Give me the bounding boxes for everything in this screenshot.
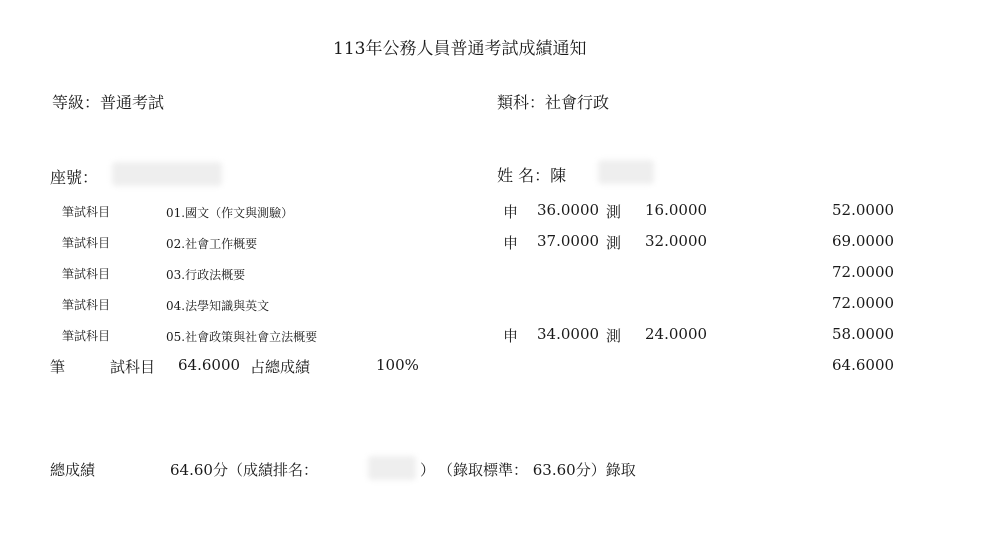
rank-close: ） [420, 461, 436, 479]
seat-number-label: 座號： [50, 168, 99, 187]
subject-type: 筆試科目 [62, 205, 111, 219]
name-redacted [598, 160, 654, 184]
subject-name: 04.法學知識與英文 [166, 299, 270, 313]
essay-score: 34.0000 [537, 325, 600, 343]
essay-mark: 申 [503, 327, 519, 345]
subject-type: 筆試科目 [62, 298, 111, 312]
essay-mark: 申 [503, 234, 519, 252]
subject-name: 03.行政法概要 [166, 268, 246, 282]
test-score: 16.0000 [645, 201, 708, 219]
test-mark: 測 [606, 203, 622, 221]
test-mark: 測 [606, 327, 622, 345]
subject-name: 05.社會政策與社會立法概要 [166, 330, 318, 344]
written-total-share-pct: 100% [376, 356, 419, 374]
essay-mark: 申 [503, 203, 519, 221]
rank-redacted [368, 456, 416, 480]
essay-score: 36.0000 [537, 201, 600, 219]
written-total-share-label: 占總成績 [250, 358, 311, 376]
essay-score: 37.0000 [537, 232, 600, 250]
total-score-text: 64.60分（成績排名： [170, 461, 318, 479]
written-total-final: 64.6000 [832, 356, 895, 374]
written-total-label: 試科目 [110, 358, 156, 376]
subject-final-score: 58.0000 [832, 325, 895, 343]
subject-final-score: 69.0000 [832, 232, 895, 250]
exam-category: 類科：社會行政 [497, 93, 610, 112]
written-total-score: 64.6000 [178, 356, 241, 374]
test-score: 32.0000 [645, 232, 708, 250]
subject-final-score: 72.0000 [832, 263, 895, 281]
test-mark: 測 [606, 234, 622, 252]
subject-type: 筆試科目 [62, 236, 111, 250]
subject-name: 02.社會工作概要 [166, 237, 258, 251]
subject-name: 01.國文（作文與測驗） [166, 206, 294, 220]
test-score: 24.0000 [645, 325, 708, 343]
admission-standard: （錄取標準： 63.60分）錄取 [438, 461, 636, 479]
seat-number-redacted [112, 162, 222, 186]
total-score-label: 總成績 [50, 461, 96, 479]
document-title: 113年公務人員普通考試成績通知 [333, 39, 587, 59]
subject-type: 筆試科目 [62, 329, 111, 343]
subject-type: 筆試科目 [62, 267, 111, 281]
subject-final-score: 72.0000 [832, 294, 895, 312]
candidate-name: 姓 名：陳 [497, 166, 567, 185]
written-total-char: 筆 [50, 358, 66, 376]
subject-final-score: 52.0000 [832, 201, 895, 219]
exam-level: 等級：普通考試 [52, 93, 165, 112]
